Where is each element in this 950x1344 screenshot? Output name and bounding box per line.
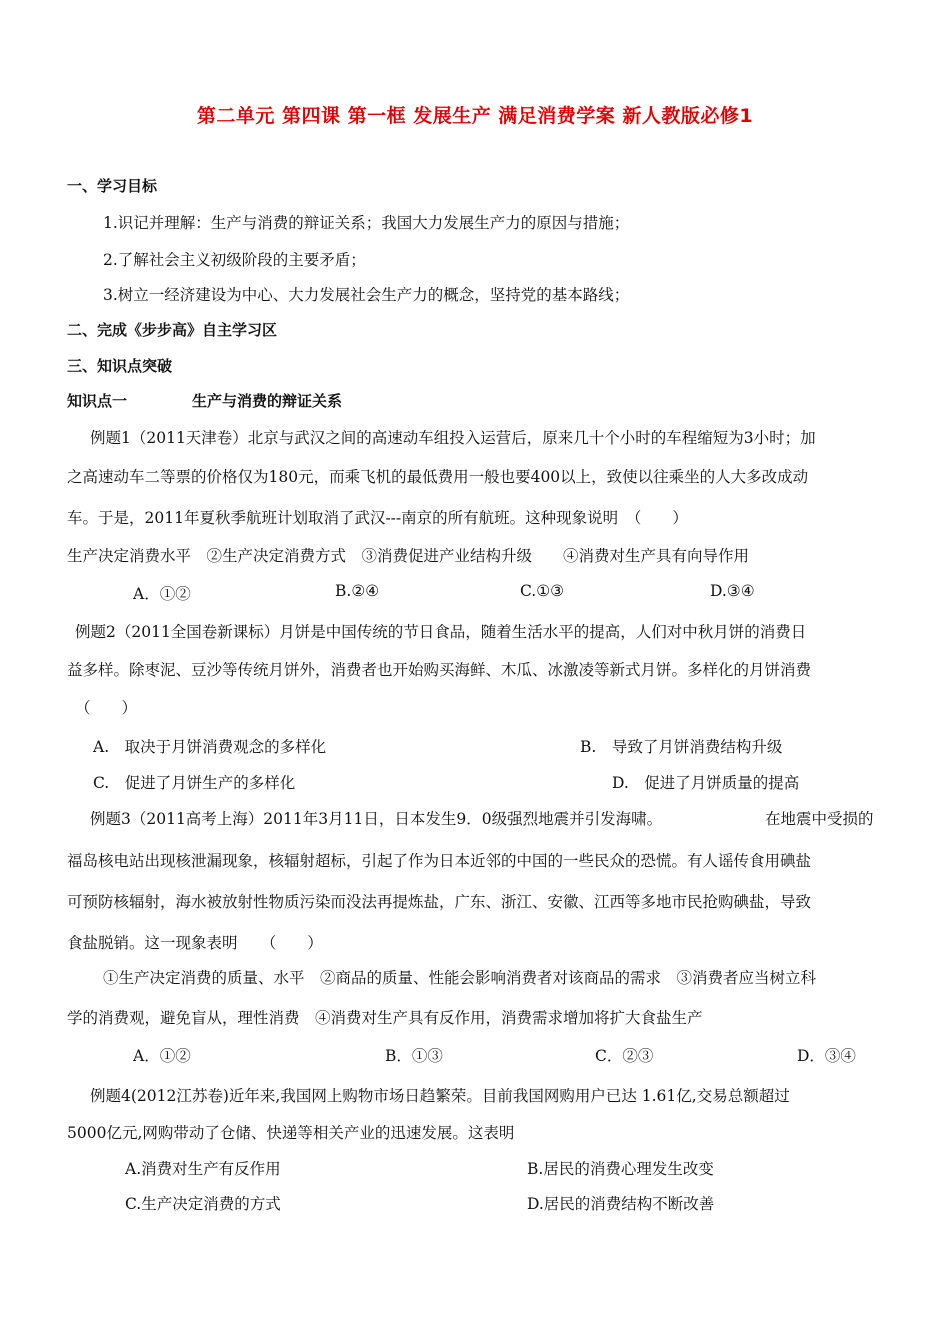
- q3-line-4: 食盐脱销。这一现象表明 （ ）: [67, 934, 323, 952]
- q2-option-c: C. 促进了月饼生产的多样化: [93, 774, 296, 792]
- q3-line-2: 福岛核电站出现核泄漏现象，核辐射超标，引起了作为日本近邻的中国的一些民众的恐慌。有人谣传食用碘盐: [67, 852, 812, 870]
- q2-line-1: 例题2（2011全国卷新课标）月饼是中国传统的节日食品，随着生活水平的提高，人们对中秋月饼的消费日: [75, 623, 807, 641]
- q4-option-b: B.居民的消费心理发生改变: [527, 1160, 714, 1178]
- q3-line-3: 可预防核辐射，海水被放射性物质污染而没法再提炼盐，广东、浙江、安徽、江西等多地市民抢购碘盐，导致: [67, 893, 812, 911]
- q4-line-2: 5000亿元,网购带动了仓储、快递等相关产业的迅速发展。这表明: [67, 1124, 515, 1142]
- q3-option-c: C．②③: [595, 1047, 654, 1065]
- q3-option-b: B．①③: [385, 1047, 443, 1065]
- q3-line-5: ①生产决定消费的质量、水平 ②商品的质量、性能会影响消费者对该商品的需求 ③消费者应当树立科: [103, 969, 817, 987]
- q1-line-3: 车。于是，2011年夏秋季航班计划取消了武汉---南京的所有航班。这种现象说明 （ ）: [67, 509, 688, 527]
- section-heading-goals: 一、学习目标: [67, 177, 158, 195]
- section-heading-breakthrough: 三、知识点突破: [67, 357, 173, 375]
- q3-line-1b: 在地震中受损的: [765, 810, 874, 828]
- q4-option-d: D.居民的消费结构不断改善: [527, 1195, 715, 1213]
- q1-line-1: 例题1（2011天津卷）北京与武汉之间的高速动车组投入运营后，原来几十个小时的车程缩短为3小时；加: [90, 429, 816, 447]
- q2-line-2: 益多样。除枣泥、豆沙等传统月饼外，消费者也开始购买海鲜、木瓜、冰激凌等新式月饼。多样化的月饼消费: [67, 661, 812, 679]
- q4-line-1: 例题4(2012江苏卷)近年来,我国网上购物市场日趋繁荣。目前我国网购用户已达 1.61亿,交易总额超过: [90, 1087, 790, 1105]
- knowledge-point-title: 生产与消费的辩证关系: [192, 392, 343, 410]
- section-heading-self-study: 二、完成《步步高》自主学习区: [67, 321, 278, 339]
- q4-option-a: A.消费对生产有反作用: [125, 1160, 281, 1178]
- q3-option-a: A．①②: [133, 1047, 191, 1065]
- q2-line-3: （ ）: [75, 699, 138, 717]
- q1-line-4: 生产决定消费水平 ②生产决定消费方式 ③消费促进产业结构升级 ④消费对生产具有向导作用: [67, 547, 750, 565]
- knowledge-point-label: 知识点一: [67, 392, 128, 410]
- goal-1: 1.识记并理解：生产与消费的辩证关系；我国大力发展生产力的原因与措施；: [103, 214, 630, 232]
- q2-option-b: B. 导致了月饼消费结构升级: [580, 738, 783, 756]
- q3-line-1a: 例题3（2011高考上海）2011年3月11日，日本发生9．0级强烈地震并引发海啸。: [90, 810, 663, 828]
- goal-2: 2.了解社会主义初级阶段的主要矛盾；: [103, 251, 366, 269]
- q2-option-a: A. 取决于月饼消费观念的多样化: [93, 738, 327, 756]
- q3-option-d: D．③④: [797, 1047, 856, 1065]
- q1-option-a: A．①②: [133, 585, 191, 603]
- q3-line-6: 学的消费观，避免盲从，理性消费 ④消费对生产具有反作用，消费需求增加将扩大食盐生产: [67, 1009, 703, 1027]
- q1-line-2: 之高速动车二等票的价格仅为180元，而乘飞机的最低费用一般也要400以上，致使以往乘坐的人大多改成动: [67, 468, 809, 486]
- page-title: 第二单元 第四课 第一框 发展生产 满足消费学案 新人教版必修1: [196, 105, 754, 127]
- q1-option-c: C.①③: [520, 582, 565, 600]
- q1-option-d: D.③④: [710, 582, 755, 600]
- q1-option-b: B.②④: [335, 582, 380, 600]
- goal-3: 3.树立一经济建设为中心、大力发展社会生产力的概念，坚持党的基本路线；: [103, 286, 630, 304]
- q2-option-d: D. 促进了月饼质量的提高: [612, 774, 800, 792]
- q4-option-c: C.生产决定消费的方式: [125, 1195, 281, 1213]
